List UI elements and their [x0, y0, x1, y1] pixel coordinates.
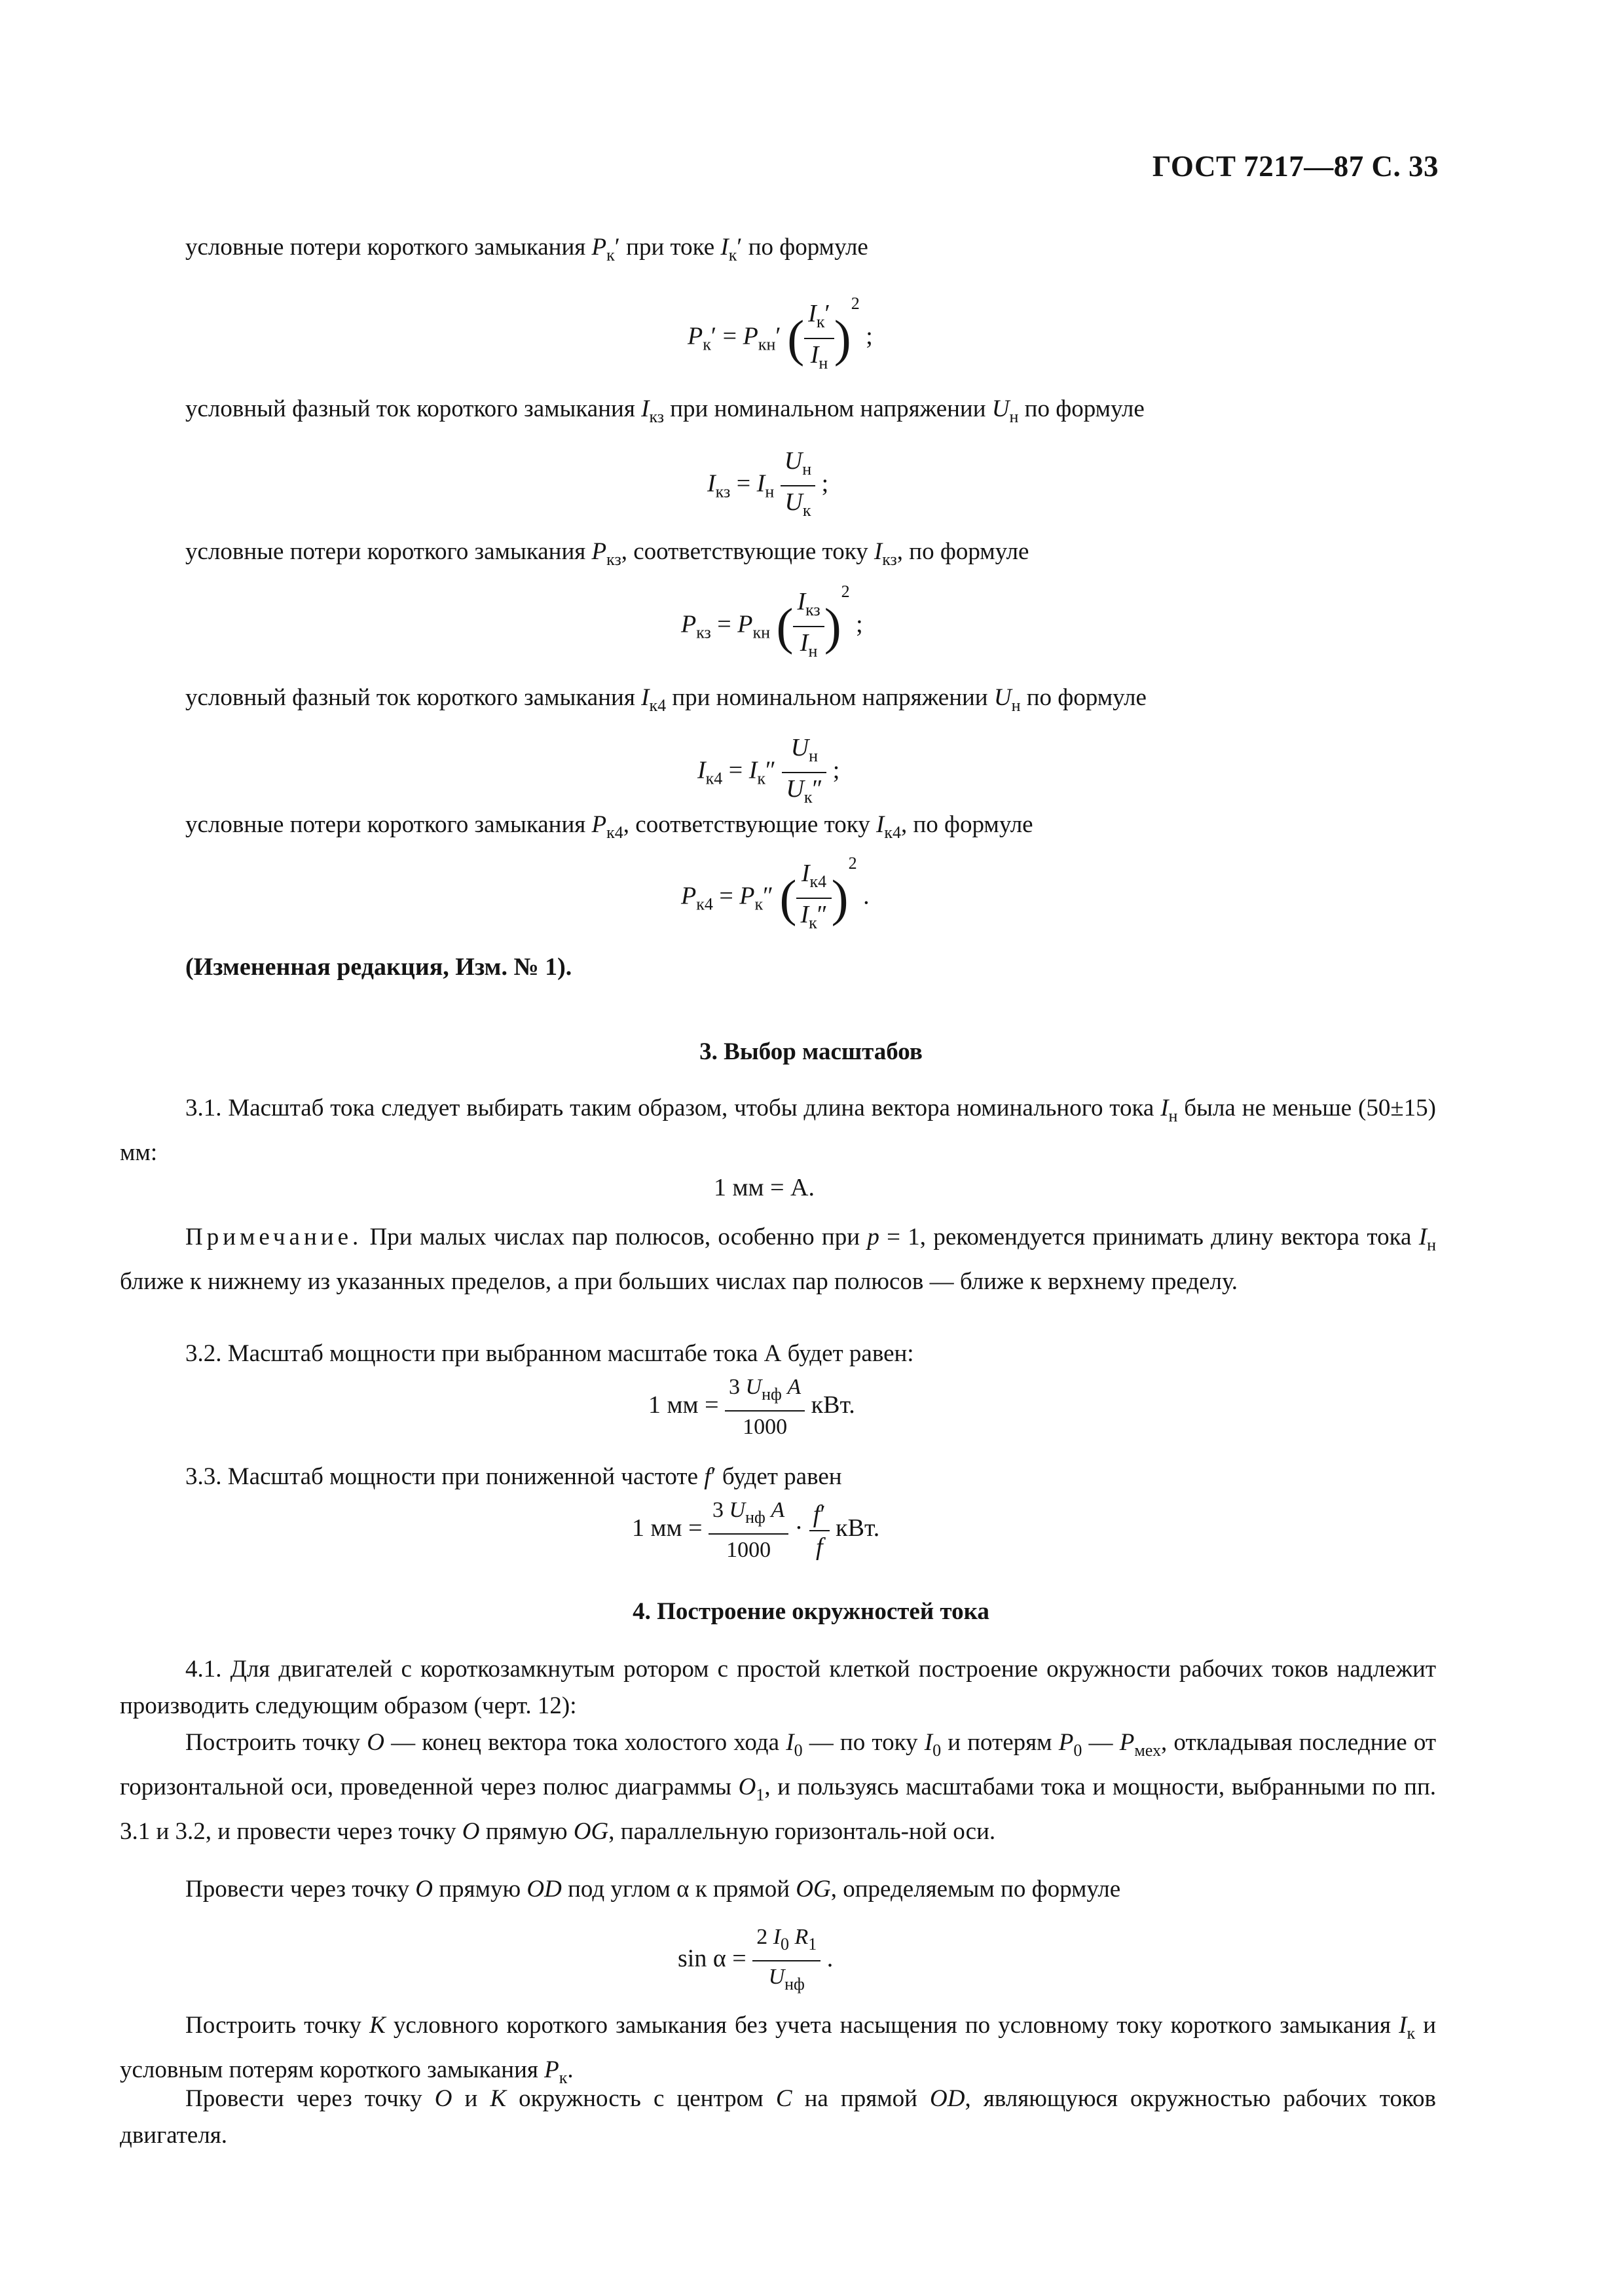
paragraph-4-1-k: Построить точку K условного короткого замыкания без учета насыщения по условному току короткого замыкания $I_к$ и условным потерям короткого замыкания $P_к$.	[120, 2012, 1436, 2087]
formula-sin-alpha: sin α = $\frac{2 I_0 R_1}{U_{нф}}$ .	[678, 1922, 833, 2000]
formula-pkz: $P_{кз} = P_{кн}$ ( $\frac{I_{кз}}{I_н}$ )$^2$ ;	[681, 582, 863, 661]
amendment-note: (Измененная редакция, Изм. № 1).	[185, 953, 572, 981]
paragraph-4-1: 4.1. Для двигателей с короткозамкнутым ротором с простой клеткой построение окружности рабочих токов надлежит производить следующим образом (черт. 12):	[120, 1656, 1436, 1719]
section-heading-3: 3. Выбор масштабов	[699, 1038, 923, 1065]
formula-scale-power-reduced: 1 мм = $\frac{3 U_{нф} A}{1000}$ · $\frac{f'}{f}$ кВт.	[632, 1495, 879, 1566]
section-heading-4: 4. Построение окружностей тока	[633, 1598, 989, 1625]
formula-pk4: $P_{к4} = P_к''$ ( $\frac{I_{к4}}{I_к''}$ )$^2$ .	[681, 854, 870, 932]
formula-scale-power: 1 мм = $\frac{3 U_{нф} A}{1000}$ кВт.	[648, 1372, 855, 1443]
text-line: условные потери короткого замыкания $P_к'$ при токе $I_к'$ по формуле	[185, 234, 868, 264]
paragraph-3-3: 3.3. Масштаб мощности при пониженной частоте f′ будет равен	[185, 1463, 842, 1490]
paragraph-4-1-circle: Провести через точку O и K окружность с центром C на прямой OD, являющуюся окружностью рабочих токов двигателя.	[120, 2085, 1437, 2149]
paragraph-3-2: 3.2. Масштаб мощности при выбранном масштабе тока А будет равен:	[185, 1340, 914, 1367]
formula-ikz: $I_{кз} = I_н$ $\frac{U_н}{U_к}$ ;	[707, 445, 828, 526]
page-header: ГОСТ 7217—87 С. 33	[1152, 150, 1439, 183]
formula-pk-prime: $P_к' = P_{кн}'$ ( $\frac{I_к'}{I_н}$ )$^2$ ;	[688, 294, 873, 373]
text-line: условные потери короткого замыкания $P_{кз}$, соответствующие току $I_{кз}$, по формуле	[185, 538, 1029, 569]
formula-scale-current: 1 мм = А.	[714, 1174, 815, 1201]
text-line: условный фазный ток короткого замыкания $I_{к4}$ при номинальном напряжении $U_н$ по формуле	[185, 684, 1147, 715]
paragraph-note: Примечание. При малых числах пар полюсов, особенно при p = 1, рекомендуется принимать длину вектора тока $I_н$ ближе к нижнему из указанных пределов, а при больших числах пар полюсов — ближе к верхнему пределу.	[120, 1224, 1436, 1295]
paragraph-4-1-od: Провести через точку O прямую OD под углом α к прямой OG, определяемым по формуле	[185, 1876, 1121, 1903]
formula-ik4: $I_{к4} = I_к''$ $\frac{U_н}{U_к''}$ ;	[697, 732, 839, 813]
paragraph-3-1: 3.1. Масштаб тока следует выбирать таким образом, чтобы длина вектора номинального тока $I_н$ была не меньше (50±15) мм:	[120, 1095, 1436, 1166]
text-line: условные потери короткого замыкания $P_{к4}$, соответствующие току $I_{к4}$, по формуле	[185, 811, 1033, 842]
text-line: условный фазный ток короткого замыкания $I_{кз}$ при номинальном напряжении $U_н$ по формуле	[185, 395, 1145, 426]
paragraph-4-1-construct: Построить точку O — конец вектора тока холостого хода $I_0$ — по току $I_0$ и потерям $P_0$ — $P_{мех}$, откладывая последние от горизонтальной оси, проведенной через полюс диаграммы $O_1$, и пользуясь масштабами тока и мощности, выбранными по пп. 3.1 и 3.2, и провести через точку O прямую OG, параллельную горизонталь-ной оси.	[120, 1729, 1437, 1845]
